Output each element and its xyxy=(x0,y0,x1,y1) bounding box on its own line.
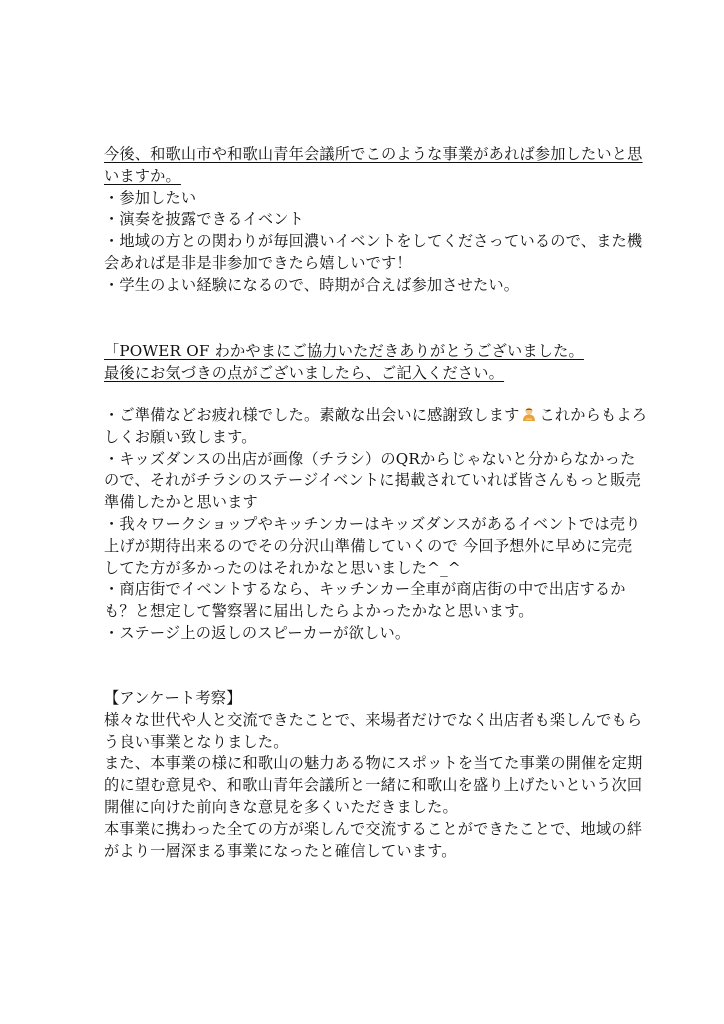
answer-line: ・参加したい xyxy=(104,188,197,207)
analysis-line: また、本事業の様に和歌山の魅力ある物にスポットを当てた事業の開催を定期 xyxy=(104,754,643,773)
feedback-answers xyxy=(104,405,648,645)
survey-question-feedback xyxy=(104,341,624,385)
survey-analysis xyxy=(104,688,643,862)
answer-line: ・我々ワークショップやキッチンカーはキッズダンスがあるイベントでは売り xyxy=(104,514,641,533)
analysis-heading: 【アンケート考察】 xyxy=(104,689,242,707)
answer-line: 準備したかと思います xyxy=(104,493,258,512)
answer-line: ・キッズダンスの出店が画像（チラシ）のQRからじゃないと分からなかった xyxy=(104,449,636,468)
analysis-line: 開催に向けた前向きな意見を多くいただきました。 xyxy=(104,797,458,816)
answer-line: してた方が多かったのはそれかなと思いました^_^ xyxy=(104,558,461,577)
answer-line xyxy=(104,405,648,427)
answer-line: ・演奏を披露できるイベント xyxy=(104,210,305,229)
answer-line: 会あれば是非是非参加できたら嬉しいです！ xyxy=(104,253,412,272)
bowing-person-icon xyxy=(521,406,537,422)
analysis-line: 本事業に携わった全ての方が楽しんで交流することができたことで、地域の絆 xyxy=(104,819,643,838)
answer-line: ・ステージ上の返しのスピーカーが欲しい。 xyxy=(104,623,411,642)
answer-text: これからもよろ xyxy=(539,406,648,424)
answer-line: しくお願い致します。 xyxy=(104,427,257,446)
answer-line: ・地域の方との関わりが毎回濃いイベントをしてくださっているので、また機 xyxy=(104,232,643,251)
answer-line: ・学生のよい経験になるので、時期が合えば参加させたい。 xyxy=(104,275,520,294)
answer-line: も？と想定して警察署に届出したらよかったかなと思います。 xyxy=(104,602,534,621)
answer-line: 上げが期待出来るのでその分沢山準備していくので 今回予想外に早めに完売 xyxy=(104,536,633,555)
answer-text: ・ご準備などお疲れ様でした。素敵な出会いに感謝致します xyxy=(104,406,520,424)
answer-line: ので、それがチラシのステージイベントに掲載されていれば皆さんもっと販売 xyxy=(104,471,641,490)
prompt-line: 最後にお気づきの点がございましたら、ご記入ください。 xyxy=(104,363,505,382)
question-line: いますか。 xyxy=(104,166,181,185)
answer-line: ・商店街でイベントするなら、キッチンカー全車が商店街の中で出店するか xyxy=(104,580,626,599)
analysis-line: う良い事業となりました。 xyxy=(104,732,289,751)
survey-question-participation xyxy=(104,144,643,297)
prompt-line: 「POWER OF わかやまにご協力いただきありがとうございました。 xyxy=(104,342,584,360)
analysis-line: 様々な世代や人と交流できたことで、来場者だけでなく出店者も楽しんでもら xyxy=(104,710,643,729)
analysis-line: がより一層深まる事業になったと確信しています。 xyxy=(104,841,457,860)
analysis-line: 的に望む意見や、和歌山青年会議所と一緒に和歌山を盛り上げたいという次回 xyxy=(104,776,643,795)
question-line: 今後、和歌山市や和歌山青年会議所でこのような事業があれば参加したいと思 xyxy=(104,145,643,163)
